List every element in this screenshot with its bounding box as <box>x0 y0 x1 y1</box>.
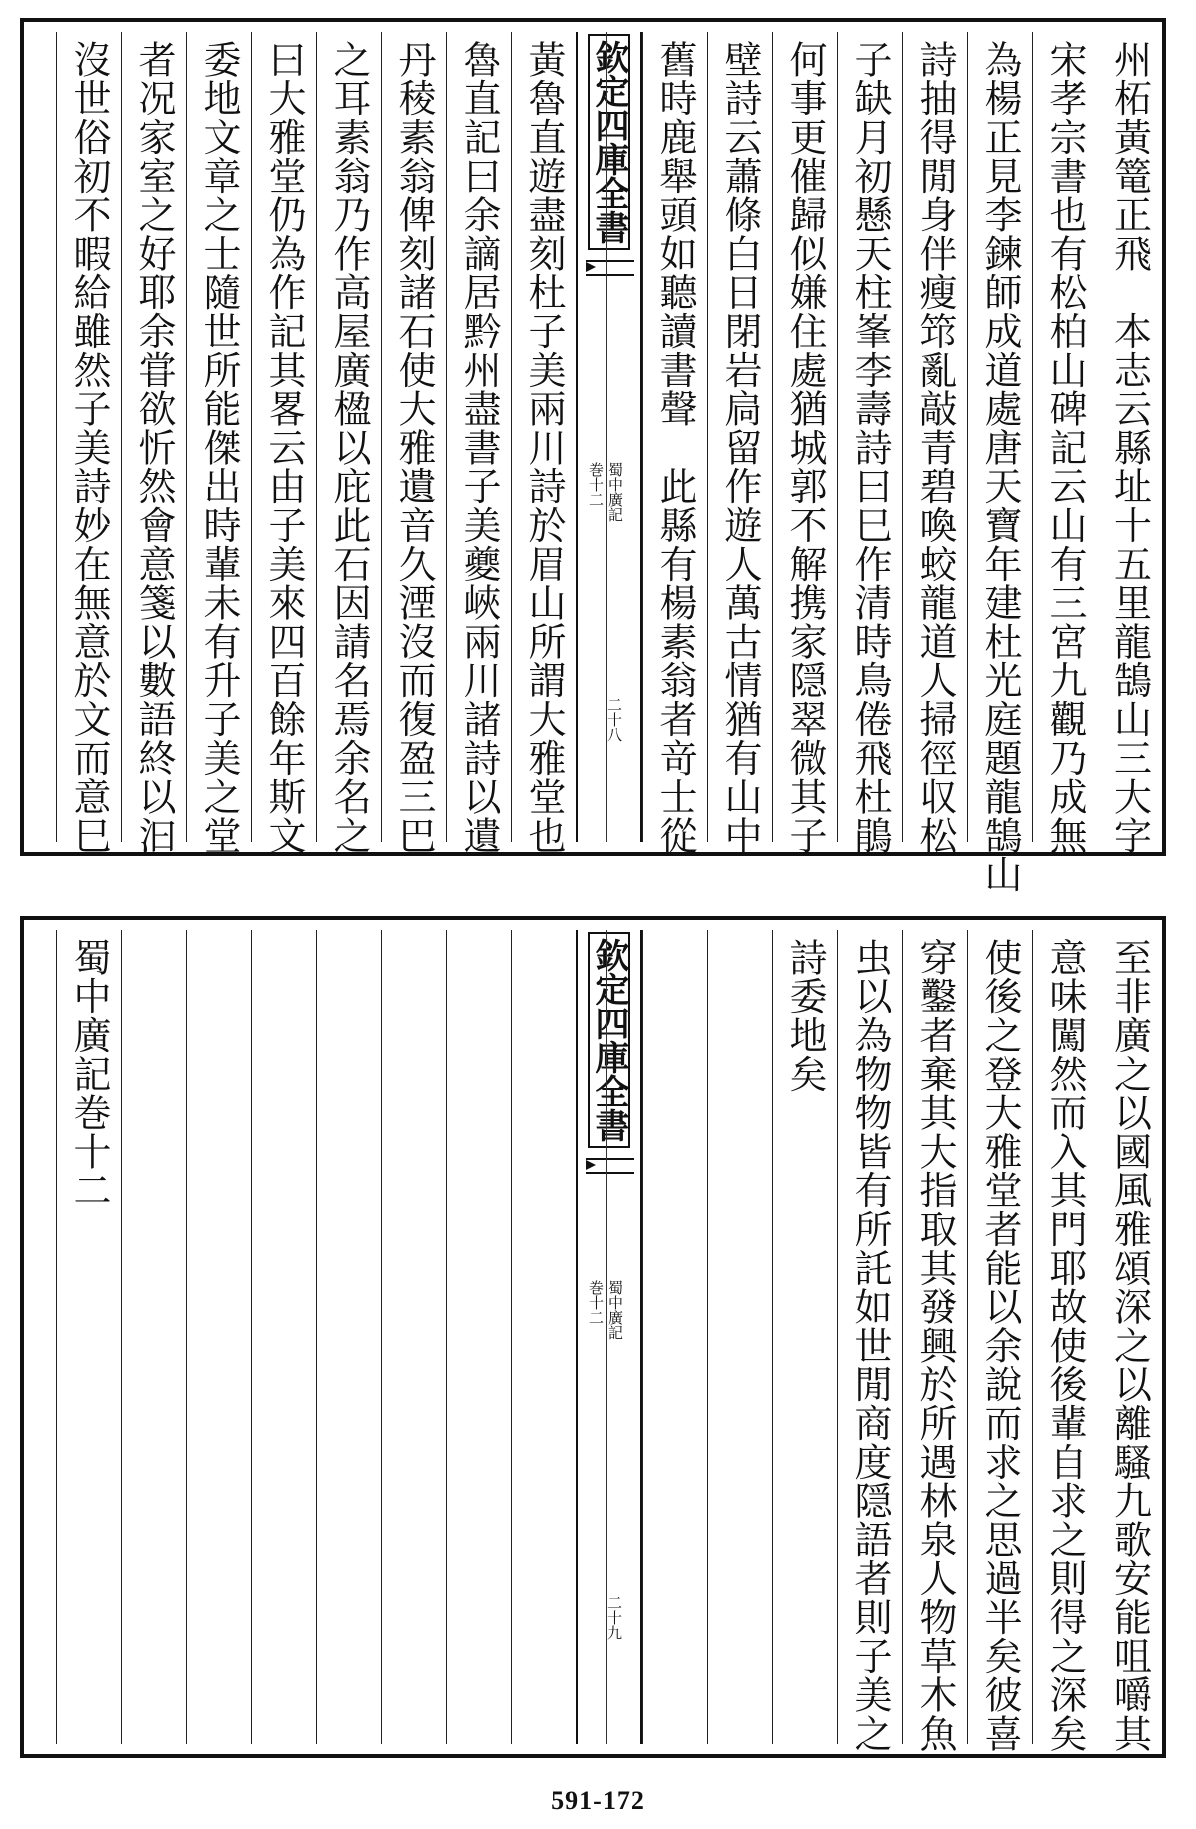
top-page-columns <box>24 32 1162 894</box>
spine-volume: 巻十二 <box>587 1280 605 1325</box>
text-column <box>902 32 967 855</box>
spine-book-title: 蜀中廣記 <box>606 1280 624 1340</box>
text-column <box>251 32 316 855</box>
text-column <box>772 930 837 1744</box>
text-column <box>837 32 902 855</box>
empty-column <box>186 930 251 1744</box>
column-text: 虫以為物物皆有所託如世閒商度隠語者則子美之 <box>848 938 892 1753</box>
column-text: 黃魯直遊盡刻杜子美兩川詩於眉山所謂大雅堂也 <box>522 40 566 855</box>
text-column <box>511 32 576 855</box>
text-column <box>837 930 902 1753</box>
column-text: 曰大雅堂仍為作記其畧云由子美來四百餘年斯文 <box>262 40 306 855</box>
empty-column <box>511 930 576 1744</box>
column-text: 委地文章之士隨世所能傑出時輩未有升子美之堂 <box>197 40 241 855</box>
bottom-page-columns <box>24 930 1162 1753</box>
empty-column <box>121 930 186 1744</box>
page-id: 591-172 <box>551 1786 645 1815</box>
fishtail-ornament <box>586 1158 634 1174</box>
column-text: 詩委地矣 <box>783 938 827 1094</box>
column-text: 魯直記曰余謫居黔州盡書子美夔峽兩川諸詩以遺 <box>457 40 501 855</box>
spine-column <box>576 32 642 842</box>
text-column <box>1097 930 1162 1753</box>
spine-folio: 二十九 <box>605 1595 623 1640</box>
column-text: 使後之登大雅堂者能以余說而求之思過半矣彼喜 <box>978 938 1022 1753</box>
column-text: 何事更催歸似嫌住處猶城郭不解携家隠翠微其子 <box>783 40 827 855</box>
text-column <box>56 32 121 855</box>
column-text: 子缺月初懸天柱峯李壽詩曰巳作清時鳥倦飛杜鵑 <box>848 40 892 855</box>
top-page <box>20 18 1166 894</box>
text-column <box>772 32 837 855</box>
text-column <box>1097 32 1162 855</box>
text-column <box>121 32 186 855</box>
column-text: 舊時鹿舉頭如聽讀書聲 此縣有楊素翁者竒士從 <box>653 40 697 855</box>
final-column <box>56 930 121 1744</box>
text-column <box>967 32 1032 894</box>
spine-folio: 二十八 <box>605 697 623 742</box>
text-column <box>902 930 967 1753</box>
spine-title: 欽定四庫全書 <box>588 932 630 1148</box>
text-column <box>316 32 381 855</box>
closing-title: 蜀中廣記巻十二 <box>67 938 111 1210</box>
empty-column <box>707 930 772 1744</box>
fishtail-ornament <box>586 260 634 276</box>
column-text: 州柘黃篭正飛 本志云縣址十五里龍鵠山三大字 <box>1107 40 1152 855</box>
column-text: 詩抽得閒身伴瘦筇亂敲青碧喚蛟龍道人掃徑収松 <box>913 40 957 855</box>
text-column <box>186 32 251 855</box>
text-column <box>707 32 772 855</box>
spine-book-title: 蜀中廣記 <box>606 462 624 522</box>
spine-title: 欽定四庫全書 <box>588 34 630 250</box>
text-column <box>1032 930 1097 1753</box>
empty-column <box>251 930 316 1744</box>
column-text: 至非廣之以國風雅頌深之以離騷九歌安能咀嚼其 <box>1107 938 1152 1753</box>
empty-column <box>446 930 511 1744</box>
column-text: 穿鑿者棄其大指取其發興於所遇林泉人物草木魚 <box>913 938 957 1753</box>
text-column <box>1032 32 1097 855</box>
empty-column <box>642 930 707 1744</box>
column-text: 之耳素翁乃作高屋廣楹以庇此石因請名焉余名之 <box>327 40 371 855</box>
text-column <box>967 930 1032 1753</box>
column-text: 丹稜素翁俾刻諸石使大雅遺音久湮沒而復盈三巴 <box>392 40 436 855</box>
text-column <box>642 32 707 855</box>
column-text: 壁詩云蕭條白日閉岩扃留作遊人萬古情猶有山中 <box>718 40 762 855</box>
column-text: 宋孝宗書也有松柏山碑記云山有三宮九觀乃成無 <box>1043 40 1087 855</box>
column-text: 意味闖然而入其門耶故使後輩自求之則得之深矣 <box>1043 938 1087 1753</box>
spine-volume: 巻十二 <box>587 462 605 507</box>
empty-column <box>381 930 446 1744</box>
bottom-page <box>20 916 1166 1758</box>
column-text: 者况家室之好耶余甞欲忻然會意箋以數語終以汩 <box>132 40 176 855</box>
empty-column <box>316 930 381 1744</box>
text-column <box>381 32 446 855</box>
text-column <box>446 32 511 855</box>
column-text: 為楊正見李鍊師成道處唐天寶年建杜光庭題龍鵠山 <box>978 40 1022 894</box>
column-text: 沒世俗初不暇給雖然子美詩妙在無意於文而意巳 <box>67 40 111 855</box>
spine-column <box>576 930 642 1744</box>
